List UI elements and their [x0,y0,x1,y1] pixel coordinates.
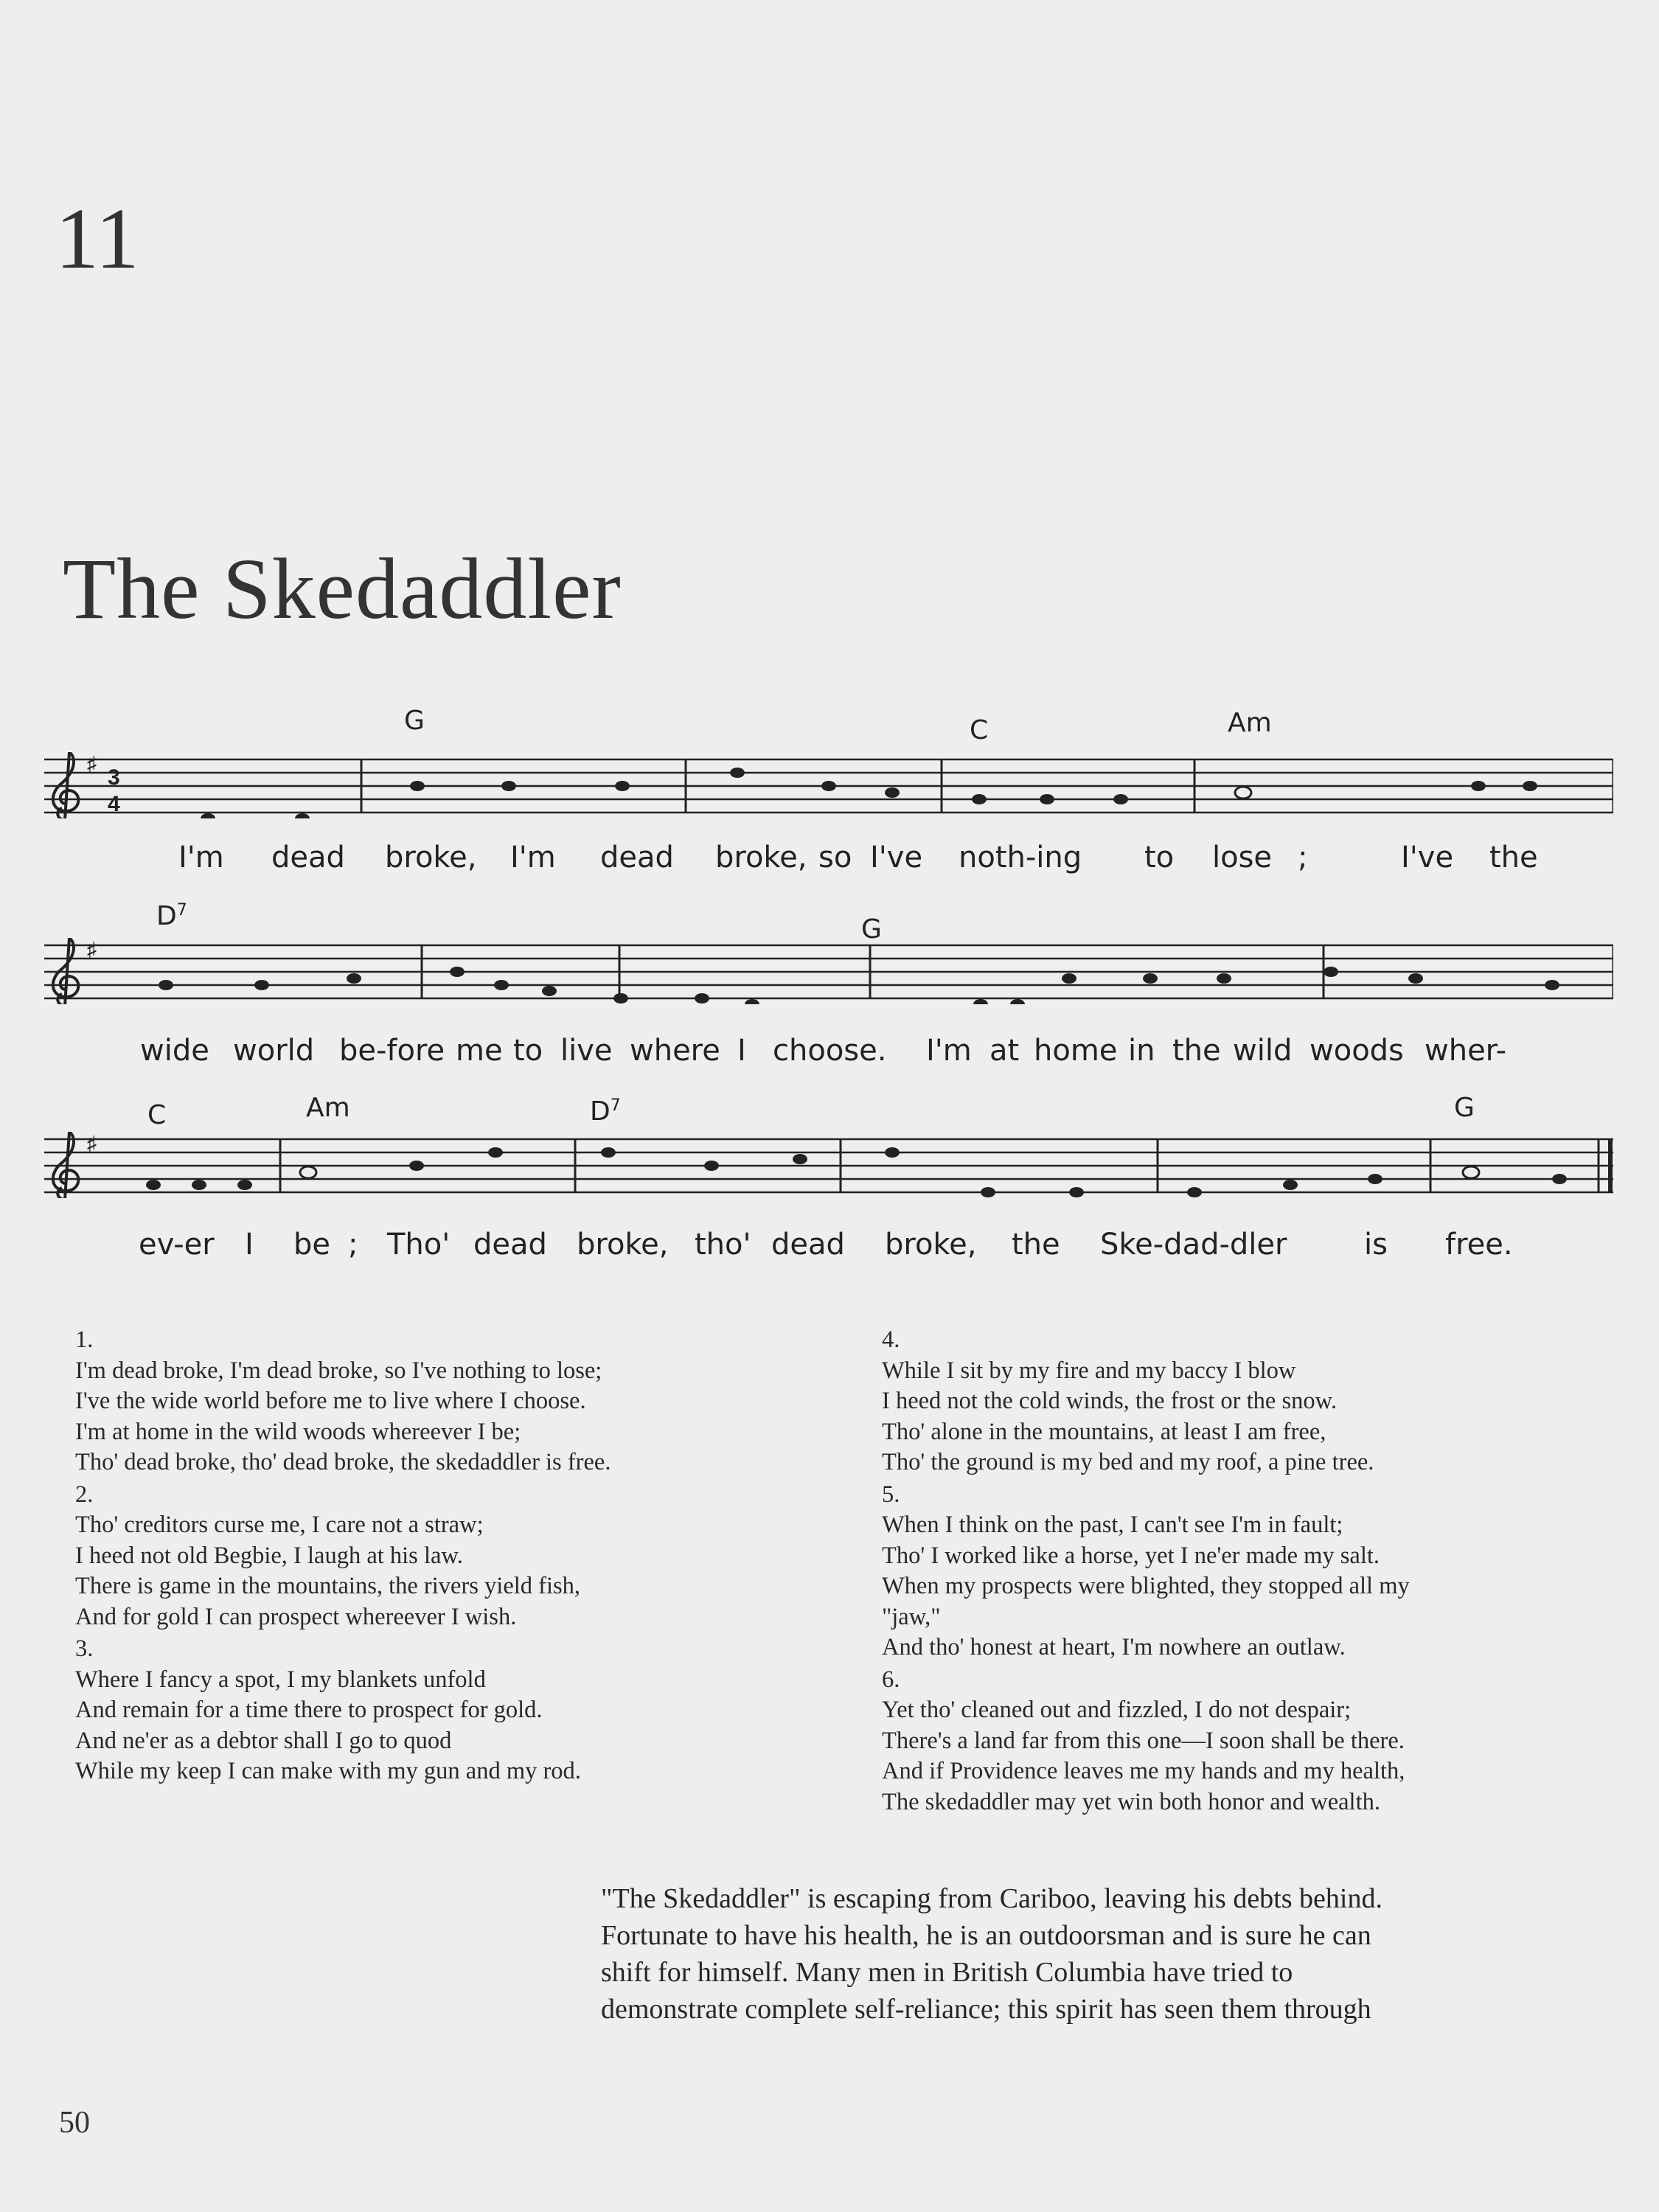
verse-line: There's a land far from this one—I soon shall be there. [882,1727,1405,1754]
lyric-syllable: woods [1310,1034,1404,1068]
lyric-syllable: broke, [885,1228,977,1262]
lyric-syllable: free. [1445,1228,1513,1262]
verse [75,1325,842,1478]
commentary-line: shift for himself. Many men in British Columbia have tried to [601,1957,1293,1988]
lyric-syllable: broke, [715,841,807,874]
verse-line: While I sit by my fire and my baccy I blow [882,1357,1296,1384]
lyric-syllable: dead [271,841,345,874]
lyric-syllable: where [630,1034,720,1068]
commentary-line: demonstrate complete self-reliance; this spirit has seen them through [601,1994,1371,2025]
verse-line: And tho' honest at heart, I'm nowhere an outlaw. [882,1634,1346,1660]
lyric-syllable: choose. [773,1034,887,1068]
lyric-syllable: I'm [178,841,224,874]
verse [75,1634,842,1787]
lyric-syllable: be [293,1228,330,1262]
chord-symbol: $D^7$ [156,901,187,931]
lyric-syllable: I've [1401,841,1454,874]
verse-line: When I think on the past, I can't see I'm in fault; [882,1512,1343,1538]
verse-line: Tho' dead broke, tho' dead broke, the skedaddler is free. [75,1449,611,1475]
lyric-syllable: broke, [385,841,477,874]
chord-symbol: Am [306,1093,350,1123]
lyric-syllable: broke, [577,1228,669,1262]
lyric-syllable: be-fore [339,1034,445,1068]
lyric-syllable: I'm [510,841,556,874]
commentary-line: "The Skedaddler" is escaping from Cariboo, leaving his debts behind. [601,1883,1382,1914]
chord-symbol: G [1454,1093,1475,1123]
lyric-syllable: live [560,1034,613,1068]
lyric-syllable: wide [140,1034,209,1068]
lyric-syllable: I [245,1228,254,1262]
note-heads [201,768,1537,818]
verse-number: 4. [882,1326,900,1353]
verse-line: The skedaddler may yet win both honor and wealth. [882,1788,1380,1815]
verse [882,1665,1627,1818]
song-title: The Skedaddler [63,540,622,637]
chord-symbol: G [404,706,425,736]
verse-line: And remain for a time there to prospect for gold. [75,1697,543,1723]
verse-line: While my keep I can make with my gun and my rod. [75,1758,581,1784]
music-staff [44,938,1613,1004]
verse-line: "jaw," [882,1603,941,1630]
lyric-syllable: at [990,1034,1020,1068]
chord-symbol: Am [1228,708,1272,738]
lyric-syllable: world [233,1034,315,1068]
verse-line: I heed not the cold winds, the frost or the snow. [882,1388,1338,1414]
verse-line: I heed not old Begbie, I laugh at his law. [75,1542,463,1569]
lyric-syllable: is [1364,1228,1388,1262]
verse [882,1325,1627,1478]
verse-line: Tho' I worked like a horse, yet I ne'er made my salt. [882,1542,1380,1569]
lyric-syllable: ; [348,1228,358,1262]
verse-line: And ne'er as a debtor shall I go to quod [75,1727,452,1754]
verse-number: 2. [75,1481,94,1508]
verse-line: I've the wide world before me to live where I choose. [75,1388,586,1414]
lyric-line [44,1228,1613,1272]
key-signature-sharp: ♯ [87,752,97,774]
verse-line: And if Providence leaves me my hands and my health, [882,1758,1405,1784]
page-number: 50 [59,2106,90,2140]
verse-line: Where I fancy a spot, I my blankets unfold [75,1666,486,1693]
lyric-syllable: ev-er [139,1228,215,1262]
lyric-syllable: wild [1233,1034,1293,1068]
verse [882,1480,1627,1663]
lyric-syllable: me [456,1034,503,1068]
lyric-syllable: dead [771,1228,845,1262]
commentary-paragraph [601,1880,1559,2028]
lyric-line [44,841,1613,885]
chord-symbol: C [970,715,989,745]
lyric-syllable: home [1034,1034,1118,1068]
chapter-number: 11 [55,190,139,287]
lyric-syllable: to [513,1034,543,1068]
commentary-line: Fortunate to have his health, he is an outdoorsman and is sure he can [601,1920,1371,1951]
verse-line: I'm dead broke, I'm dead broke, so I've nothing to lose; [75,1357,602,1384]
time-signature-bottom: 4 [108,792,120,816]
lyric-syllable: I [737,1034,746,1068]
verse-number: 6. [882,1666,900,1693]
verse-line: Yet tho' cleaned out and fizzled, I do not despair; [882,1697,1352,1723]
lyric-syllable: in [1128,1034,1155,1068]
chord-symbol: C [147,1100,167,1130]
music-staff [44,752,1613,818]
verse-number: 3. [75,1635,94,1662]
lyric-syllable: ; [1298,841,1308,874]
lyric-syllable: I've [870,841,923,874]
lyric-syllable: I'm [926,1034,972,1068]
note-heads [146,1147,1567,1197]
verse-line: Tho' creditors curse me, I care not a straw; [75,1512,484,1538]
lyric-syllable: wher- [1425,1034,1506,1068]
lyric-syllable: noth-ing [959,841,1082,874]
lyric-syllable: Tho' [387,1228,451,1262]
verse-number: 1. [75,1326,94,1353]
lyric-syllable: Ske-dad-dler [1100,1228,1287,1262]
verse-line: Tho' the ground is my bed and my roof, a pine tree. [882,1449,1374,1475]
lyric-syllable: lose [1212,841,1273,874]
verse-line: And for gold I can prospect whereever I wish. [75,1603,517,1630]
lyric-syllable: the [1489,841,1538,874]
time-signature-top: 3 [108,765,120,790]
lyric-syllable: to [1144,841,1175,874]
lyric-syllable: dead [473,1228,547,1262]
lyric-line [44,1034,1613,1078]
verse-number: 5. [882,1481,900,1508]
verses-right-column [882,1325,1627,1819]
key-signature-sharp: ♯ [87,1132,97,1154]
verse-line: When my prospects were blighted, they stopped all my [882,1573,1410,1599]
music-staff [44,1132,1613,1198]
chord-symbol: G [861,914,882,945]
chord-symbol: $D^7$ [590,1096,621,1127]
verse-line: I'm at home in the wild woods whereever I be; [75,1418,521,1445]
verse-line: Tho' alone in the mountains, at least I am free, [882,1418,1326,1445]
key-signature-sharp: ♯ [87,938,97,960]
lyric-syllable: tho' [695,1228,751,1262]
lyric-syllable: so [818,841,852,874]
verses-left-column [75,1325,842,1789]
lyric-syllable: the [1172,1034,1221,1068]
lyric-syllable: the [1012,1228,1060,1262]
verse-line: There is game in the mountains, the rivers yield fish, [75,1573,581,1599]
verse [75,1480,842,1633]
lyric-syllable: dead [600,841,674,874]
